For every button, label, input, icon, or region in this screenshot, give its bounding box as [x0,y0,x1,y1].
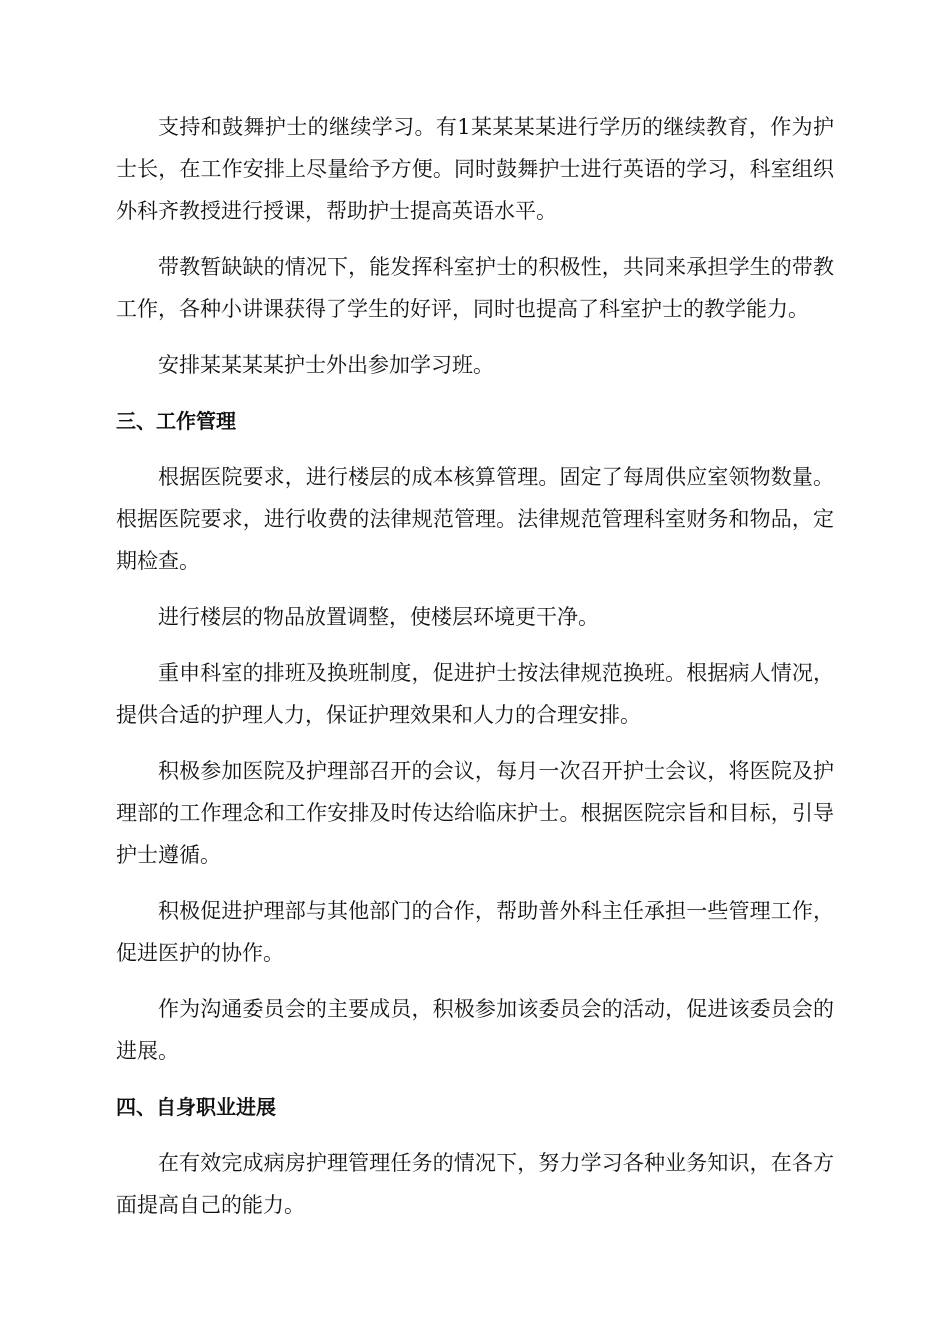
paragraph-cost-accounting: 根据医院要求，进行楼层的成本核算管理。固定了每周供应室领物数量。根据医院要求，进行收费的法律规范管理。法律规范管理科室财务和物品，定期检查。 [116,465,834,573]
paragraph-shift-system: 重申科室的排班及换班制度，促进护士按法律规范换班。根据病人情况，提供合适的护理人力，保证护理效果和人力的合理安排。 [116,661,834,727]
paragraph-cooperation: 积极促进护理部与其他部门的合作，帮助普外科主任承担一些管理工作，促进医护的协作。 [116,899,834,965]
paragraph-study-class: 安排某某某某护士外出参加学习班。 [158,353,494,377]
paragraph-committee: 作为沟通委员会的主要成员，积极参加该委员会的活动，促进该委员会的进展。 [116,997,834,1063]
paragraph-floor-arrangement: 进行楼层的物品放置调整，使楼层环境更干净。 [158,605,599,629]
section-heading-work-management: 三、工作管理 [116,409,236,433]
paragraph-meetings: 积极参加医院及护理部召开的会议，每月一次召开护士会议，将医院及护理部的工作理念和工作安排及时传达给临床护士。根据医院宗旨和目标，引导护士遵循。 [116,759,834,867]
paragraph-continuing-education: 支持和鼓舞护士的继续学习。有1某某某某进行学历的继续教育，作为护士长，在工作安排上尽量给予方便。同时鼓舞护士进行英语的学习，科室组织外科齐教授进行授课，帮助护士提高英语水平。 [116,115,834,223]
paragraph-self-improvement: 在有效完成病房护理管理任务的情况下，努力学习各种业务知识，在各方面提高自己的能力。 [116,1151,834,1217]
paragraph-teaching: 带教暂缺缺的情况下，能发挥科室护士的积极性，共同来承担学生的带教工作，各种小讲课获得了学生的好评，同时也提高了科室护士的教学能力。 [116,255,834,321]
section-heading-career-development: 四、自身职业进展 [116,1095,276,1119]
